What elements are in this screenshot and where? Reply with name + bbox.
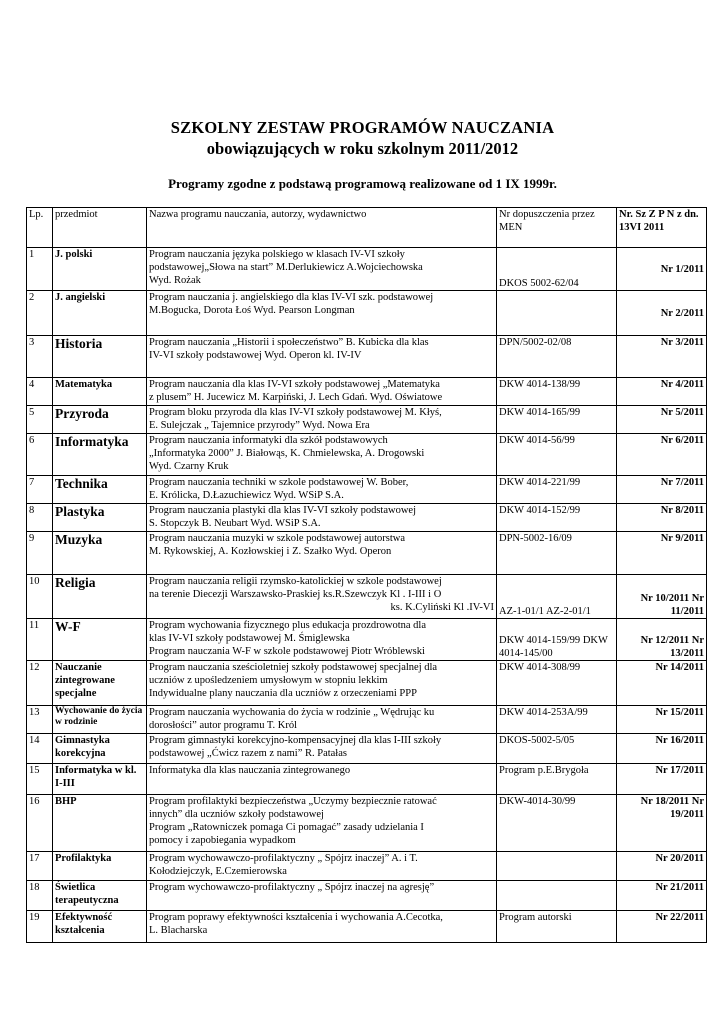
row-nr <box>617 476 707 504</box>
table-row <box>27 619 707 661</box>
document-title: SZKOLNY ZESTAW PROGRAMÓW NAUCZANIA <box>170 118 555 137</box>
program-line: podstawowej „Ćwicz razem z nami” R. Patałas <box>149 748 347 759</box>
row-subject: Religia <box>53 575 147 619</box>
men-number: DKW 4014-138/99 <box>499 379 581 390</box>
program-line: Program nauczania „Historii i społeczeństwo” B. Kubicka dla klas <box>149 337 429 348</box>
nr-number: Nr 19/2011 <box>670 796 704 820</box>
table-row <box>27 881 707 911</box>
row-men <box>497 248 617 291</box>
table-row <box>27 575 707 619</box>
row-program <box>147 532 497 575</box>
program-line: S. Stopczyk B. Neubart Wyd. WSiP S.A. <box>149 518 321 529</box>
row-subject: Matematyka <box>53 378 147 406</box>
nr-number: Nr 17/2011 <box>655 765 704 776</box>
program-line: Program profilaktyki bezpieczeństwa „Uczymy bezpiecznie ratować <box>149 796 437 807</box>
row-subject: Plastyka <box>53 504 147 532</box>
row-subject: Technika <box>53 476 147 504</box>
row-program <box>147 795 497 852</box>
row-nr <box>617 661 707 706</box>
program-line: Program nauczania plastyki dla klas IV-VI szkoły podstawowej <box>149 505 417 516</box>
program-line: Program nauczania informatyki dla szkół podstawowych <box>149 435 388 446</box>
program-line: E. Królicka, D.Łazuchiewicz Wyd. WSiP S.A. <box>149 490 344 501</box>
row-subject: Profilaktyka <box>53 852 147 881</box>
header-nr: Nr. Sz Z P N z dn. 13VI 2011 <box>617 208 707 248</box>
row-subject: Informatyka <box>53 434 147 476</box>
program-line: Kołodziejczyk, E.Czemierowska <box>149 866 287 877</box>
nr-number: Nr 15/2011 <box>655 707 704 718</box>
table-row <box>27 795 707 852</box>
program-line: Program nauczania dla klas IV-VI szkoły podstawowej „Matematyka <box>149 379 440 390</box>
row-men <box>497 476 617 504</box>
row-program <box>147 764 497 795</box>
row-subject: Gimnastyka korekcyjna <box>53 734 147 764</box>
row-lp: 4 <box>27 378 53 406</box>
table-row <box>27 406 707 434</box>
row-program <box>147 734 497 764</box>
program-line: dorosłości” autor programu T. Król <box>149 720 298 731</box>
row-nr <box>617 706 707 734</box>
table-row <box>27 291 707 336</box>
header-program: Nazwa programu nauczania, autorzy, wydawnictwo <box>147 208 497 248</box>
row-nr <box>617 434 707 476</box>
row-lp: 2 <box>27 291 53 336</box>
row-men <box>497 881 617 911</box>
program-line: Program poprawy efektywności kształcenia i wychowania A.Cecotka, <box>149 912 443 923</box>
row-subject: Muzyka <box>53 532 147 575</box>
program-line: E. Sulejczak „ Tajemnice przyrody” Wyd. Nowa Era <box>149 420 370 431</box>
row-lp: 13 <box>27 706 53 734</box>
table-row <box>27 504 707 532</box>
row-program <box>147 911 497 943</box>
nr-number: Nr 22/2011 <box>655 912 704 923</box>
row-lp: 14 <box>27 734 53 764</box>
row-nr <box>617 911 707 943</box>
row-nr <box>617 291 707 336</box>
row-lp: 12 <box>27 661 53 706</box>
row-men <box>497 532 617 575</box>
men-number: DKW 4014-152/99 <box>499 505 581 516</box>
men-number: DKOS 5002-62/04 <box>499 278 579 289</box>
program-line: Wyd. Czarny Kruk <box>149 461 229 472</box>
table-row <box>27 734 707 764</box>
row-men <box>497 336 617 378</box>
program-line: innych” dla uczniów szkoły podstawowej <box>149 809 324 820</box>
row-men <box>497 504 617 532</box>
row-nr <box>617 852 707 881</box>
row-nr <box>617 795 707 852</box>
header-subject: przedmiot <box>53 208 147 248</box>
men-number: DKW 4014-221/99 <box>499 477 581 488</box>
row-nr <box>617 248 707 291</box>
nr-number: Nr 5/2011 <box>660 407 704 418</box>
program-line: Program nauczania muzyki w szkole podstawowej autorstwa <box>149 533 406 544</box>
row-nr <box>617 504 707 532</box>
men-number: DPN/5002-02/08 <box>499 337 572 348</box>
program-line: pomocy i zapobiegania wypadkom <box>149 835 296 846</box>
row-program <box>147 706 497 734</box>
men-number: DKW 4014-159/99 <box>499 635 581 646</box>
program-line: Program wychowawczo-profilaktyczny „ Spójrz inaczej na agresję” <box>149 882 435 893</box>
program-line: Wyd. Rożak <box>149 275 201 286</box>
row-men <box>497 661 617 706</box>
row-lp: 18 <box>27 881 53 911</box>
nr-number: Nr 8/2011 <box>660 505 704 516</box>
row-program <box>147 852 497 881</box>
row-lp: 11 <box>27 619 53 661</box>
men-number: DPN-5002-16/09 <box>499 533 572 544</box>
row-lp: 19 <box>27 911 53 943</box>
nr-number: Nr 16/2011 <box>655 735 704 746</box>
nr-number: Nr 14/2011 <box>655 662 704 673</box>
row-subject: Świetlica terapeutyczna <box>53 881 147 911</box>
men-number: Program p.E.Brygoła <box>499 765 589 776</box>
row-lp: 5 <box>27 406 53 434</box>
program-line: Program wychowania fizycznego plus edukacja prozdrowotna dla <box>149 620 426 631</box>
row-lp: 1 <box>27 248 53 291</box>
row-subject: J. angielski <box>53 291 147 336</box>
nr-number: Nr 4/2011 <box>660 379 704 390</box>
row-lp: 16 <box>27 795 53 852</box>
row-men <box>497 764 617 795</box>
program-line: Program nauczania W-F w szkole podstawowej Piotr Wróblewski <box>149 646 425 657</box>
row-program <box>147 619 497 661</box>
row-men <box>497 378 617 406</box>
program-line: Program nauczania religii rzymsko-katolickiej w szkole podstawowej <box>149 576 442 587</box>
table-row <box>27 378 707 406</box>
row-program <box>147 248 497 291</box>
row-nr <box>617 406 707 434</box>
row-men <box>497 852 617 881</box>
row-program <box>147 406 497 434</box>
row-program <box>147 575 497 619</box>
document-subtitle: Programy zgodne z podstawą programową realizowane od 1 IX 1999r. <box>168 176 557 191</box>
program-line: IV-VI szkoły podstawowej Wyd. Operon kl. IV-IV <box>149 350 362 361</box>
row-nr <box>617 532 707 575</box>
program-table <box>26 207 707 943</box>
row-men <box>497 706 617 734</box>
row-lp: 7 <box>27 476 53 504</box>
row-men <box>497 734 617 764</box>
program-line: Indywidualne plany nauczania dla uczniów z orzeczeniami PPP <box>149 688 417 699</box>
table-row <box>27 911 707 943</box>
row-program <box>147 661 497 706</box>
nr-number: Nr 12/2011 <box>640 635 690 646</box>
table-row <box>27 434 707 476</box>
row-subject: Wychowanie do życia w rodzinie <box>53 706 147 734</box>
program-line: M. Rykowskiej, A. Kozłowskiej i Z. Szałko Wyd. Operon <box>149 546 392 557</box>
row-lp: 17 <box>27 852 53 881</box>
program-line: M.Bogucka, Dorota Łoś Wyd. Pearson Longman <box>149 305 355 316</box>
program-line: Program „Ratowniczek pomaga Ci pomagać” zasady udzielania I <box>149 822 424 833</box>
program-line: Program nauczania języka polskiego w klasach IV-VI szkoły <box>149 249 405 260</box>
program-line: „Informatyka 2000” J. Białowąs, K. Chmielewska, A. Drogowski <box>149 448 425 459</box>
row-subject: BHP <box>53 795 147 852</box>
table-row <box>27 532 707 575</box>
row-subject: J. polski <box>53 248 147 291</box>
row-program <box>147 434 497 476</box>
row-subject: Efektywność kształcenia <box>53 911 147 943</box>
document-title-year: obowiązujących w roku szkolnym 2011/2012 <box>206 139 519 158</box>
row-nr <box>617 619 707 661</box>
row-subject: Informatyka w kl. I-III <box>53 764 147 795</box>
men-number: AZ-2-01/1 <box>545 606 591 617</box>
row-men <box>497 911 617 943</box>
row-nr <box>617 575 707 619</box>
men-number: DKW-4014-30/99 <box>499 796 576 807</box>
program-line: podstawowej„Słowa na start” M.Derlukiewicz A.Wojciechowska <box>149 262 423 273</box>
row-men <box>497 434 617 476</box>
row-men <box>497 619 617 661</box>
row-subject: Przyroda <box>53 406 147 434</box>
row-lp: 3 <box>27 336 53 378</box>
program-line: na terenie Diecezji Warszawsko-Praskiej ks.R.Szewczyk Kl . I-III i O <box>149 589 442 600</box>
program-line: uczniów z upośledzeniem umysłowym w stopniu lekkim <box>149 675 388 686</box>
program-line: Program nauczania sześcioletniej szkoły podstawowej specjalnej dla <box>149 662 438 673</box>
header-men: Nr dopuszczenia przez MEN <box>497 208 617 248</box>
row-men <box>497 795 617 852</box>
row-program <box>147 881 497 911</box>
row-subject: W-F <box>53 619 147 661</box>
nr-number: Nr 21/2011 <box>655 882 704 893</box>
table-row <box>27 706 707 734</box>
table-row <box>27 336 707 378</box>
row-program <box>147 476 497 504</box>
table-row <box>27 852 707 881</box>
program-line: z plusem” H. Jucewicz M. Karpiński, J. Lech Gdań. Wyd. Oświatowe <box>149 392 443 403</box>
row-men <box>497 406 617 434</box>
program-line: Program wychowawczo-profilaktyczny „ Spójrz inaczej” A. i T. <box>149 853 418 864</box>
row-lp: 10 <box>27 575 53 619</box>
row-lp: 6 <box>27 434 53 476</box>
row-program <box>147 291 497 336</box>
program-line: Program nauczania techniki w szkole podstawowej W. Bober, <box>149 477 409 488</box>
row-men <box>497 575 617 619</box>
nr-number: Nr 2/2011 <box>660 307 704 319</box>
row-lp: 9 <box>27 532 53 575</box>
men-number: DKW 4014-56/99 <box>499 435 575 446</box>
nr-number: Nr 10/2011 <box>640 593 690 604</box>
row-subject: Historia <box>53 336 147 378</box>
program-line: Program nauczania j. angielskiego dla klas IV-VI szk. podstawowej <box>149 292 434 303</box>
table-row <box>27 764 707 795</box>
men-number: AZ-1-01/1 <box>499 606 544 617</box>
men-number: Program autorski <box>499 912 572 923</box>
table-row <box>27 248 707 291</box>
program-line: ks. K.Cyliński Kl .IV-VI <box>390 602 494 613</box>
row-nr <box>617 764 707 795</box>
nr-number: Nr 11/2011 <box>670 593 704 617</box>
nr-number: Nr 9/2011 <box>660 533 704 544</box>
nr-number: Nr 13/2011 <box>670 635 704 659</box>
table-row <box>27 661 707 706</box>
nr-number: Nr 6/2011 <box>660 435 704 446</box>
program-line: Program bloku przyroda dla klas IV-VI szkoły podstawowej M. Kłyś, <box>149 407 442 418</box>
nr-number: Nr 3/2011 <box>660 337 704 348</box>
row-lp: 15 <box>27 764 53 795</box>
nr-number: Nr 18/2011 <box>640 796 690 807</box>
men-number: DKW 4014-165/99 <box>499 407 581 418</box>
row-program <box>147 378 497 406</box>
program-line: L. Blacharska <box>149 925 208 936</box>
row-nr <box>617 378 707 406</box>
nr-number: Nr 20/2011 <box>655 853 704 864</box>
row-nr <box>617 734 707 764</box>
program-line: Program nauczania wychowania do życia w rodzinie „ Wędrując ku <box>149 707 435 718</box>
program-line: Informatyka dla klas nauczania zintegrowanego <box>149 765 351 776</box>
row-nr <box>617 881 707 911</box>
program-line: Program gimnastyki korekcyjno-kompensacyjnej dla klas I-III szkoły <box>149 735 442 746</box>
program-line: klas IV-VI szkoły podstawowej M. Śmiglewska <box>149 633 350 644</box>
row-program <box>147 504 497 532</box>
men-number: DKW 4014-145/00 <box>499 635 608 659</box>
row-men <box>497 291 617 336</box>
row-nr <box>617 336 707 378</box>
row-lp: 8 <box>27 504 53 532</box>
row-subject: Nauczanie zintegrowane specjalne <box>53 661 147 706</box>
men-number: DKW 4014-253A/99 <box>499 707 588 718</box>
table-header-row <box>27 208 707 248</box>
row-program <box>147 336 497 378</box>
header-lp: Lp. <box>27 208 53 248</box>
men-number: DKOS-5002-5/05 <box>499 735 575 746</box>
nr-number: Nr 7/2011 <box>660 477 704 488</box>
nr-number: Nr 1/2011 <box>660 263 704 275</box>
men-number: DKW 4014-308/99 <box>499 662 581 673</box>
table-row <box>27 476 707 504</box>
